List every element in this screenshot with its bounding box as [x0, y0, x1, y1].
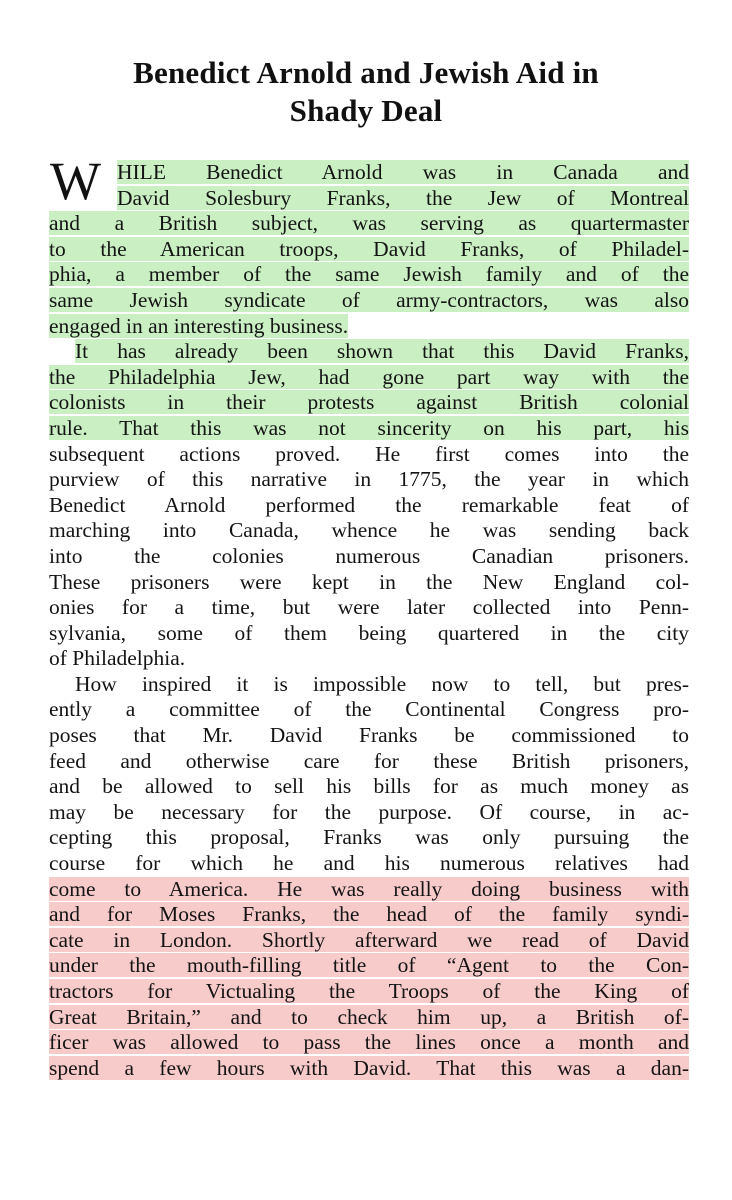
text-line: It has already been shown that this David Franks,	[75, 339, 689, 364]
text-line: into the colonies numerous Canadian prisoners.	[49, 543, 689, 568]
text-line: onies for a time, but were later collected into Penn-	[49, 595, 689, 620]
text-line: same Jewish syndicate of army-contractors, was also	[49, 287, 689, 312]
text-line: HILE Benedict Arnold was in Canada and	[117, 160, 689, 184]
text-line: and for Moses Franks, the head of the family syndi-	[49, 902, 689, 927]
text-line: and be allowed to sell his bills for as much money as	[49, 774, 689, 799]
title-line-2: Shady Deal	[289, 93, 443, 128]
text-line: cepting this proposal, Franks was only pursuing the	[49, 825, 689, 850]
text-line: spend a few hours with David. That this was a dan-	[49, 1055, 689, 1080]
article-title	[40, 54, 692, 130]
text-line: sylvania, some of them being quartered in the city	[49, 620, 689, 645]
text-line: marching into Canada, whence he was sending back	[49, 518, 689, 543]
text-line: cate in London. Shortly afterward we read of David	[49, 927, 689, 952]
text-line: of Philadelphia.	[49, 646, 186, 671]
text-line: may be necessary for the purpose. Of course, in ac-	[49, 799, 689, 824]
text-line: engaged in an interesting business.	[49, 313, 349, 338]
text-line: the Philadelphia Jew, had gone part way with the	[49, 364, 689, 389]
text-line: rule. That this was not sincerity on his part, his	[49, 415, 689, 440]
text-line: feed and otherwise care for these British prisoners,	[49, 748, 689, 773]
text-line: to the American troops, David Franks, of Philadel-	[49, 236, 689, 261]
text-line: and a British subject, was serving as quartermaster	[49, 211, 689, 236]
text-line: tractors for Victualing the Troops of the King of	[49, 979, 689, 1003]
drop-cap: W	[50, 151, 101, 211]
text-line: Great Britain,” and to check him up, a British of-	[49, 1004, 689, 1029]
text-line: course for which he and his numerous relatives had	[49, 851, 689, 876]
text-line: phia, a member of the same Jewish family and of the	[49, 262, 689, 287]
text-line: subsequent actions proved. He first comes into the	[49, 441, 689, 466]
text-line: colonists in their protests against British colonial	[49, 390, 689, 415]
text-line: Benedict Arnold performed the remarkable feat of	[49, 492, 689, 517]
text-line: ficer was allowed to pass the lines once a month and	[49, 1030, 689, 1055]
text-line: David Solesbury Franks, the Jew of Montreal	[117, 185, 689, 210]
text-line: These prisoners were kept in the New England col-	[49, 569, 689, 594]
text-line: How inspired it is impossible now to tell, but pres-	[75, 671, 689, 696]
text-line: come to America. He was really doing business with	[49, 876, 689, 901]
text-line: under the mouth-filling title of “Agent to the Con-	[49, 953, 689, 978]
text-line: purview of this narrative in 1775, the year in which	[49, 467, 689, 492]
title-line-1: Benedict Arnold and Jewish Aid in	[133, 55, 599, 90]
text-line: ently a committee of the Continental Congress pro-	[49, 697, 689, 722]
article-body	[49, 160, 689, 1081]
text-line: poses that Mr. David Franks be commissioned to	[49, 723, 689, 748]
